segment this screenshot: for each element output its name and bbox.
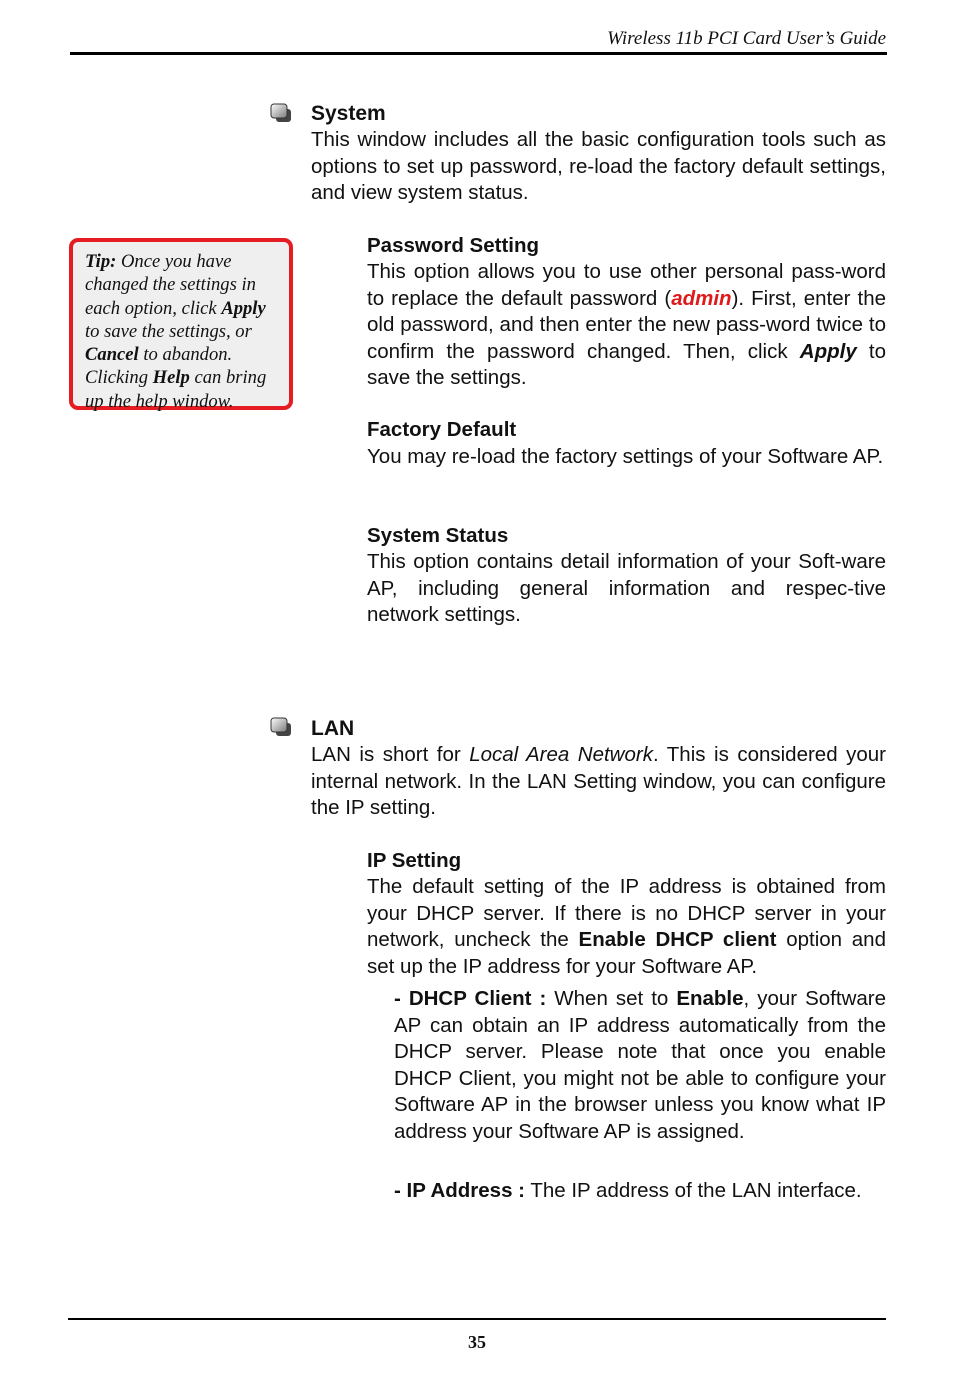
subsection-title-password: Password Setting <box>367 234 540 257</box>
tip-box <box>69 238 293 410</box>
header-title: Wireless 11b PCI Card User’s Guide <box>607 28 886 49</box>
page-number: 35 <box>468 1332 486 1352</box>
tip-line: Cancel to abandon. <box>85 344 233 366</box>
tip-help: Help <box>152 367 190 389</box>
square-bullet-icon <box>270 717 294 737</box>
tip-cancel: Cancel <box>85 344 139 366</box>
subsection-title-ip: IP Setting <box>367 849 462 872</box>
section-body-lan: LAN is short for Local Area Network. This is considered your internal network. In the LAN Setting window, you can configure the IP setting. <box>311 743 886 819</box>
dhcp-client-label: - DHCP Client : <box>394 987 547 1010</box>
tip-line: Tip: Once you have <box>85 251 232 272</box>
tip-line: changed the settings in <box>85 274 256 296</box>
tip-apply: Apply <box>221 297 266 319</box>
square-bullet-icon <box>270 103 294 123</box>
tip-line: each option, click Apply <box>85 297 266 319</box>
tip-line: to save the settings, or <box>85 320 252 342</box>
footer-rule <box>68 1318 886 1320</box>
ip-address-label: - IP Address : <box>394 1179 526 1202</box>
section-title-lan: LAN <box>311 717 355 740</box>
section-body-system: This window includes all the basic configuration tools such as options to set up password, re-load the factory default settings, and view system status. <box>311 128 886 204</box>
section-title-system: System <box>311 102 386 125</box>
tip-line: Clicking Help can bring <box>85 367 267 389</box>
enable-dhcp-term: Enable DHCP client <box>578 928 777 951</box>
tip-line: up the help window. <box>85 390 234 412</box>
dhcp-client-item: - DHCP Client : When set to Enable, your Software AP can obtain an IP address automatically from the DHCP server. Please note that once you enable DHCP Client, you might not be able to configure your Software AP in the browser unless you know what IP address your Software AP is assigned. <box>394 987 886 1143</box>
subsection-body-ip: The default setting of the IP address is obtained from your DHCP server. If there is no DHCP server in your network, uncheck the Enable DHCP client option and set up the IP address for your Software AP. <box>367 875 886 978</box>
subsection-body-password: This option allows you to use other personal pass-word to replace the default password (admin). First, enter the old password, and then enter the new pass-word twice to confirm the password changed. Then, click Apply to save the settings. <box>367 260 887 389</box>
enable-term: Enable <box>676 987 744 1010</box>
ip-address-item: - IP Address : The IP address of the LAN interface. <box>394 1179 862 1202</box>
apply-term: Apply <box>799 339 857 363</box>
lan-italic-term: Local Area Network <box>469 743 653 766</box>
subsection-body-factory: You may re-load the factory settings of your Software AP. <box>367 445 884 468</box>
header-rule <box>70 52 887 55</box>
subsection-title-factory: Factory Default <box>367 418 517 441</box>
default-password: admin <box>671 286 732 310</box>
subsection-title-status: System Status <box>367 524 509 547</box>
tip-label: Tip: <box>85 251 117 272</box>
subsection-body-status: This option contains detail information of your Soft-ware AP, including general information and respec-tive network settings. <box>367 550 886 626</box>
